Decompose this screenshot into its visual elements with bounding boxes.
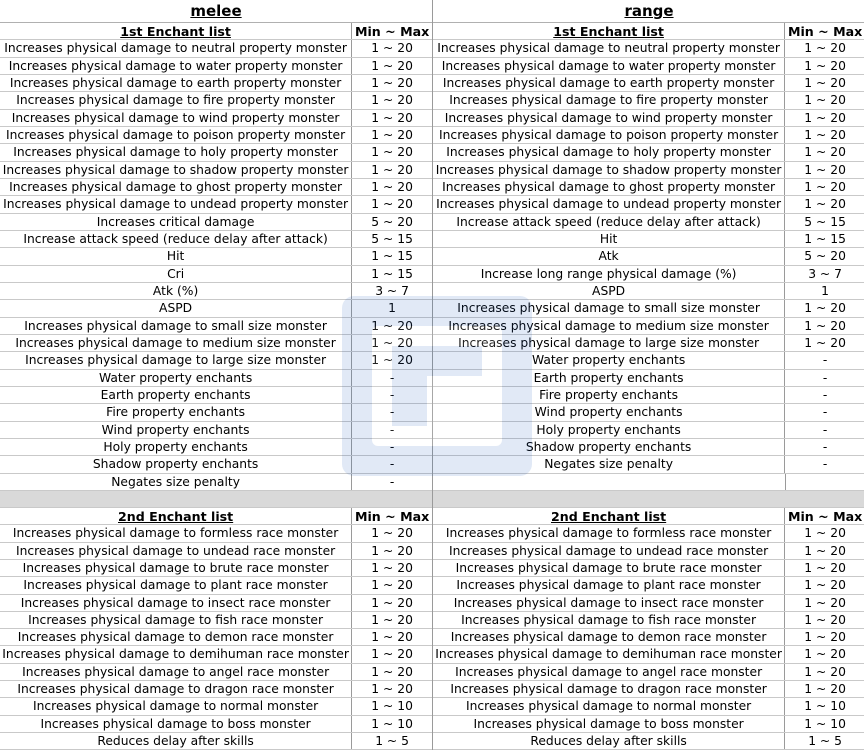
enchant-row: [0, 318, 432, 335]
enchant-name: Increases physical damage to small size monster: [0, 318, 352, 334]
enchant-name: Hit: [0, 248, 352, 264]
enchant-range: 1 ~ 5: [808, 734, 842, 749]
enchant-range: 1 ~ 20: [804, 93, 846, 108]
enchant-name: Increases physical damage to insect race monster: [433, 595, 785, 611]
enchant-name: Increases physical damage to formless race monster: [433, 525, 785, 541]
enchant-name: Wind property enchants: [433, 404, 785, 420]
enchant-name: Negates size penalty: [433, 456, 785, 472]
enchant-row: [0, 75, 432, 92]
enchant-range: 1 ~ 20: [371, 41, 413, 56]
enchant-name: Increases physical damage to medium size monster: [433, 318, 785, 334]
enchant-row: [0, 352, 432, 369]
enchant-row: [433, 422, 864, 439]
enchant-range: 1: [388, 301, 396, 316]
enchant-name: Fire property enchants: [433, 387, 785, 403]
enchant-row: [0, 456, 432, 473]
enchant-row: [0, 266, 432, 283]
enchant-range: 1 ~ 20: [804, 58, 846, 73]
enchant-name: Increases physical damage to ghost property monster: [433, 179, 785, 195]
enchant-range: 1 ~ 20: [804, 595, 846, 610]
enchant-range: 1 ~ 20: [371, 75, 413, 90]
enchant-range: -: [822, 353, 828, 368]
enchant-range: 1 ~ 20: [371, 647, 413, 662]
enchant-name: Increases physical damage to demon race monster: [433, 629, 785, 645]
enchant-row: [433, 92, 864, 109]
enchant-name: Increases physical damage to brute race monster: [0, 560, 352, 576]
enchant-row: [0, 439, 432, 456]
enchant-name: Holy property enchants: [0, 439, 352, 455]
enchant-range: 1 ~ 20: [371, 612, 413, 627]
enchant-row: [0, 248, 432, 265]
enchant-range: 1 ~ 20: [804, 543, 846, 558]
melee-second-enchant-header-row: [0, 508, 432, 525]
enchant-name: Increases physical damage to brute race monster: [433, 560, 785, 576]
enchant-name: Increases physical damage to fire property monster: [433, 92, 785, 108]
enchant-range: 1 ~ 10: [804, 699, 846, 714]
enchant-range: 1 ~ 20: [371, 682, 413, 697]
enchant-range: 1 ~ 20: [804, 162, 846, 177]
enchant-row: [433, 335, 864, 352]
enchant-row: [433, 664, 864, 681]
enchant-row: [433, 612, 864, 629]
enchant-name: Reduces delay after skills: [0, 733, 352, 749]
enchant-range: 1 ~ 20: [371, 127, 413, 142]
enchant-row: [0, 612, 432, 629]
enchant-row: [433, 196, 864, 213]
enchant-range: 3 ~ 7: [375, 283, 409, 298]
enchant-range: 1 ~ 20: [371, 179, 413, 194]
enchant-row: [0, 698, 432, 715]
enchant-name: Cri: [0, 266, 352, 282]
enchant-name: Increases physical damage to shadow property monster: [0, 162, 352, 178]
enchant-range: 1 ~ 20: [371, 353, 413, 368]
melee-first-enchant-header-row: [0, 23, 432, 40]
enchant-row: [433, 543, 864, 560]
enchant-name: Increases physical damage to small size monster: [433, 300, 785, 316]
enchant-name: Increases physical damage to fire property monster: [0, 92, 352, 108]
enchant-range: -: [822, 405, 828, 420]
enchant-name: Reduces delay after skills: [433, 733, 785, 749]
enchant-name: Increases physical damage to holy property monster: [0, 144, 352, 160]
enchant-row: [433, 595, 864, 612]
enchant-row: [433, 387, 864, 404]
melee-second-list-title: 2nd Enchant list: [0, 508, 352, 524]
enchant-row: [0, 40, 432, 57]
enchant-name: Earth property enchants: [433, 370, 785, 386]
enchant-name: Increases physical damage to undead property monster: [433, 196, 785, 212]
enchant-row: [0, 92, 432, 109]
enchant-row: [0, 681, 432, 698]
enchant-range: -: [389, 405, 395, 420]
enchant-row: [433, 248, 864, 265]
enchant-range: 1 ~ 20: [804, 127, 846, 142]
enchant-name: Increases physical damage to plant race monster: [0, 577, 352, 593]
enchant-row: [0, 474, 432, 491]
enchant-row: [433, 110, 864, 127]
enchant-range: 1 ~ 20: [371, 93, 413, 108]
enchant-name: Water property enchants: [0, 370, 352, 386]
enchant-row: [433, 179, 864, 196]
enchant-range: -: [822, 387, 828, 402]
enchant-range: 5 ~ 20: [371, 214, 413, 229]
enchant-row: [0, 404, 432, 421]
enchant-name: Increases physical damage to earth property monster: [433, 75, 785, 91]
enchant-row: [0, 595, 432, 612]
enchant-name: Increases physical damage to plant race monster: [433, 577, 785, 593]
enchant-row: [433, 698, 864, 715]
enchant-name: Increases physical damage to insect race monster: [0, 595, 352, 611]
enchant-name: Increases physical damage to demihuman race monster: [433, 646, 785, 662]
enchant-row: [433, 370, 864, 387]
enchant-row: [433, 439, 864, 456]
enchant-range: -: [389, 422, 395, 437]
enchant-row: [433, 577, 864, 594]
enchant-name: Increases physical damage to medium size monster: [0, 335, 352, 351]
enchant-row: [433, 733, 864, 750]
enchant-range: -: [389, 439, 395, 454]
enchant-range: 1 ~ 20: [804, 560, 846, 575]
enchant-name: Increases physical damage to fish race monster: [0, 612, 352, 628]
enchant-row: [0, 179, 432, 196]
section-separator: [433, 491, 864, 508]
melee-category-title: melee: [0, 0, 432, 23]
enchant-range: 1 ~ 20: [804, 612, 846, 627]
enchant-range: 1 ~ 15: [371, 266, 413, 281]
enchant-range: 1 ~ 20: [371, 110, 413, 125]
enchant-range: 1 ~ 20: [371, 318, 413, 333]
enchant-name: Fire property enchants: [0, 404, 352, 420]
enchant-row: [433, 162, 864, 179]
enchant-row: [433, 75, 864, 92]
enchant-name: Increases physical damage to water property monster: [433, 58, 785, 74]
enchant-name: Increases physical damage to undead property monster: [0, 196, 352, 212]
enchant-range: 1 ~ 20: [804, 335, 846, 350]
enchant-row: [433, 681, 864, 698]
enchant-name: Increases physical damage to wind property monster: [0, 110, 352, 126]
enchant-name: Increases physical damage to shadow property monster: [433, 162, 785, 178]
enchant-range: 1 ~ 10: [804, 716, 846, 731]
enchant-row: [0, 716, 432, 733]
enchant-row: [0, 646, 432, 663]
enchant-name: Increases physical damage to normal monster: [433, 698, 785, 714]
enchant-range: 1 ~ 20: [371, 58, 413, 73]
range-first-enchant-header-row: [433, 23, 864, 40]
enchant-row: [433, 231, 864, 248]
enchant-row: [433, 629, 864, 646]
enchant-row: [0, 162, 432, 179]
section-separator: [0, 491, 432, 508]
enchant-range: 1 ~ 20: [804, 197, 846, 212]
melee-first-list-title: 1st Enchant list: [0, 23, 352, 39]
enchant-range: 1 ~ 20: [804, 647, 846, 662]
enchant-name: Increases physical damage to wind property monster: [433, 110, 785, 126]
enchant-range: 5 ~ 20: [804, 249, 846, 264]
enchant-range: 1 ~ 20: [804, 75, 846, 90]
melee-first-range-header: Min ~ Max: [354, 24, 430, 39]
enchant-range: -: [822, 422, 828, 437]
enchant-range: 1 ~ 20: [371, 595, 413, 610]
enchant-range: 1 ~ 20: [804, 179, 846, 194]
enchant-range: 1 ~ 20: [804, 145, 846, 160]
enchant-range: -: [822, 439, 828, 454]
enchant-name: Increases physical damage to boss monster: [0, 716, 352, 732]
enchant-range: 1 ~ 20: [804, 630, 846, 645]
enchant-range: 1 ~ 15: [804, 231, 846, 246]
enchant-name: Shadow property enchants: [0, 456, 352, 472]
enchant-range: 1: [821, 283, 829, 298]
enchant-range: -: [389, 387, 395, 402]
enchant-row: [433, 214, 864, 231]
enchant-range: 1 ~ 10: [371, 699, 413, 714]
enchant-row: [0, 387, 432, 404]
range-first-range-header: Min ~ Max: [787, 24, 863, 39]
enchant-name: ASPD: [433, 283, 785, 299]
enchant-row: [0, 577, 432, 594]
enchant-row: [433, 266, 864, 283]
enchant-row: [433, 456, 864, 473]
enchant-range: -: [389, 370, 395, 385]
enchant-name: Increases physical damage to angel race monster: [433, 664, 785, 680]
enchant-range: 1 ~ 20: [804, 526, 846, 541]
enchant-range: 1 ~ 20: [804, 578, 846, 593]
enchant-name: Increases physical damage to dragon race monster: [0, 681, 352, 697]
enchant-range: 1 ~ 20: [371, 197, 413, 212]
enchant-name: Increases physical damage to large size monster: [0, 352, 352, 368]
enchant-range: -: [389, 457, 395, 472]
enchant-name: Increases physical damage to demon race monster: [0, 629, 352, 645]
enchant-row: [0, 525, 432, 542]
range-second-enchant-header-row: [433, 508, 864, 525]
enchant-range: 1 ~ 20: [371, 335, 413, 350]
enchant-name: Increases physical damage to poison property monster: [433, 127, 785, 143]
range-second-list-title: 2nd Enchant list: [433, 508, 785, 524]
enchant-name: Water property enchants: [433, 352, 785, 368]
enchant-row: [433, 318, 864, 335]
enchant-name: Increases physical damage to demihuman race monster: [0, 646, 352, 662]
enchant-name: Increases physical damage to formless race monster: [0, 525, 352, 541]
enchant-name: Shadow property enchants: [433, 439, 785, 455]
enchant-row: [0, 543, 432, 560]
enchant-name: Increases physical damage to boss monster: [433, 716, 785, 732]
enchant-name: Earth property enchants: [0, 387, 352, 403]
enchant-name: Holy property enchants: [433, 422, 785, 438]
enchant-name: ASPD: [0, 300, 352, 316]
range-second-range-header: Min ~ Max: [787, 508, 863, 524]
enchant-range: 1 ~ 20: [371, 630, 413, 645]
enchant-row: [0, 422, 432, 439]
enchant-name: Atk: [433, 248, 785, 264]
enchant-row: [0, 127, 432, 144]
enchant-name: Increases physical damage to poison property monster: [0, 127, 352, 143]
enchant-range: 1 ~ 20: [804, 682, 846, 697]
enchant-row: [0, 300, 432, 317]
enchant-row: [433, 716, 864, 733]
enchant-range: 1 ~ 5: [375, 734, 409, 749]
enchant-row: [0, 110, 432, 127]
enchant-range: 1 ~ 20: [804, 110, 846, 125]
enchant-name: Increase long range physical damage (%): [433, 266, 785, 282]
enchant-range: 5 ~ 15: [804, 214, 846, 229]
enchant-range: -: [822, 370, 828, 385]
range-panel: [432, 0, 864, 750]
enchant-range: 1 ~ 20: [371, 145, 413, 160]
enchant-name: Increases physical damage to holy property monster: [433, 144, 785, 160]
enchant-row: [433, 300, 864, 317]
enchant-name: Increases physical damage to fish race monster: [433, 612, 785, 628]
enchant-range: 3 ~ 7: [808, 266, 842, 281]
enchant-name: Increases physical damage to dragon race monster: [433, 681, 785, 697]
enchant-row: [0, 370, 432, 387]
enchant-name: Increases physical damage to undead race monster: [433, 543, 785, 559]
enchant-range: 1 ~ 20: [371, 162, 413, 177]
enchant-name: Increase attack speed (reduce delay after attack): [0, 231, 352, 247]
enchant-name: Increases physical damage to neutral property monster: [433, 40, 785, 56]
enchant-row: [0, 283, 432, 300]
enchant-range: 1 ~ 20: [371, 526, 413, 541]
enchant-name: Increases physical damage to water property monster: [0, 58, 352, 74]
enchant-range: -: [822, 457, 828, 472]
enchant-row: [433, 127, 864, 144]
enchant-row: [0, 231, 432, 248]
enchant-range: 1 ~ 20: [804, 301, 846, 316]
enchant-range: 1 ~ 15: [371, 249, 413, 264]
enchant-row: [0, 733, 432, 750]
enchant-row: [0, 144, 432, 161]
enchant-range: 1 ~ 10: [371, 716, 413, 731]
enchant-row: [0, 664, 432, 681]
enchant-name: Increases physical damage to ghost property monster: [0, 179, 352, 195]
enchant-range: 1 ~ 20: [804, 664, 846, 679]
enchant-range: 1 ~ 20: [371, 560, 413, 575]
enchant-name: Increases physical damage to undead race monster: [0, 543, 352, 559]
range-first-list-title: 1st Enchant list: [433, 23, 785, 39]
enchant-range: -: [389, 474, 395, 489]
enchant-row: [433, 40, 864, 57]
enchant-name: Increases physical damage to angel race monster: [0, 664, 352, 680]
enchant-name: Increase attack speed (reduce delay after attack): [433, 214, 785, 230]
empty-cell: [433, 474, 786, 490]
enchant-name: Increases physical damage to normal monster: [0, 698, 352, 714]
enchant-range: 1 ~ 20: [371, 664, 413, 679]
range-category-title: range: [433, 0, 864, 23]
enchant-row: [0, 335, 432, 352]
enchant-name: Hit: [433, 231, 785, 247]
enchant-row: [0, 196, 432, 213]
empty-row: [433, 474, 864, 491]
enchant-row: [433, 404, 864, 421]
enchant-range: 5 ~ 15: [371, 231, 413, 246]
enchant-range: 1 ~ 20: [804, 41, 846, 56]
enchant-range: 1 ~ 20: [371, 543, 413, 558]
enchant-row: [433, 58, 864, 75]
enchant-name: Increases physical damage to earth property monster: [0, 75, 352, 91]
enchant-range: 1 ~ 20: [804, 318, 846, 333]
enchant-row: [0, 629, 432, 646]
enchant-name: Wind property enchants: [0, 422, 352, 438]
enchant-row: [0, 58, 432, 75]
enchant-name: Increases physical damage to large size monster: [433, 335, 785, 351]
enchant-row: [433, 525, 864, 542]
enchant-row: [433, 144, 864, 161]
enchant-range: 1 ~ 20: [371, 578, 413, 593]
enchant-row: [433, 560, 864, 577]
enchant-row: [433, 646, 864, 663]
enchant-row: [0, 214, 432, 231]
enchant-name: Negates size penalty: [0, 474, 352, 490]
enchant-name: Increases critical damage: [0, 214, 352, 230]
enchant-name: Increases physical damage to neutral property monster: [0, 40, 352, 56]
enchant-row: [433, 283, 864, 300]
enchant-row: [433, 352, 864, 369]
enchant-row: [0, 560, 432, 577]
melee-second-range-header: Min ~ Max: [354, 508, 430, 524]
enchant-name: Atk (%): [0, 283, 352, 299]
